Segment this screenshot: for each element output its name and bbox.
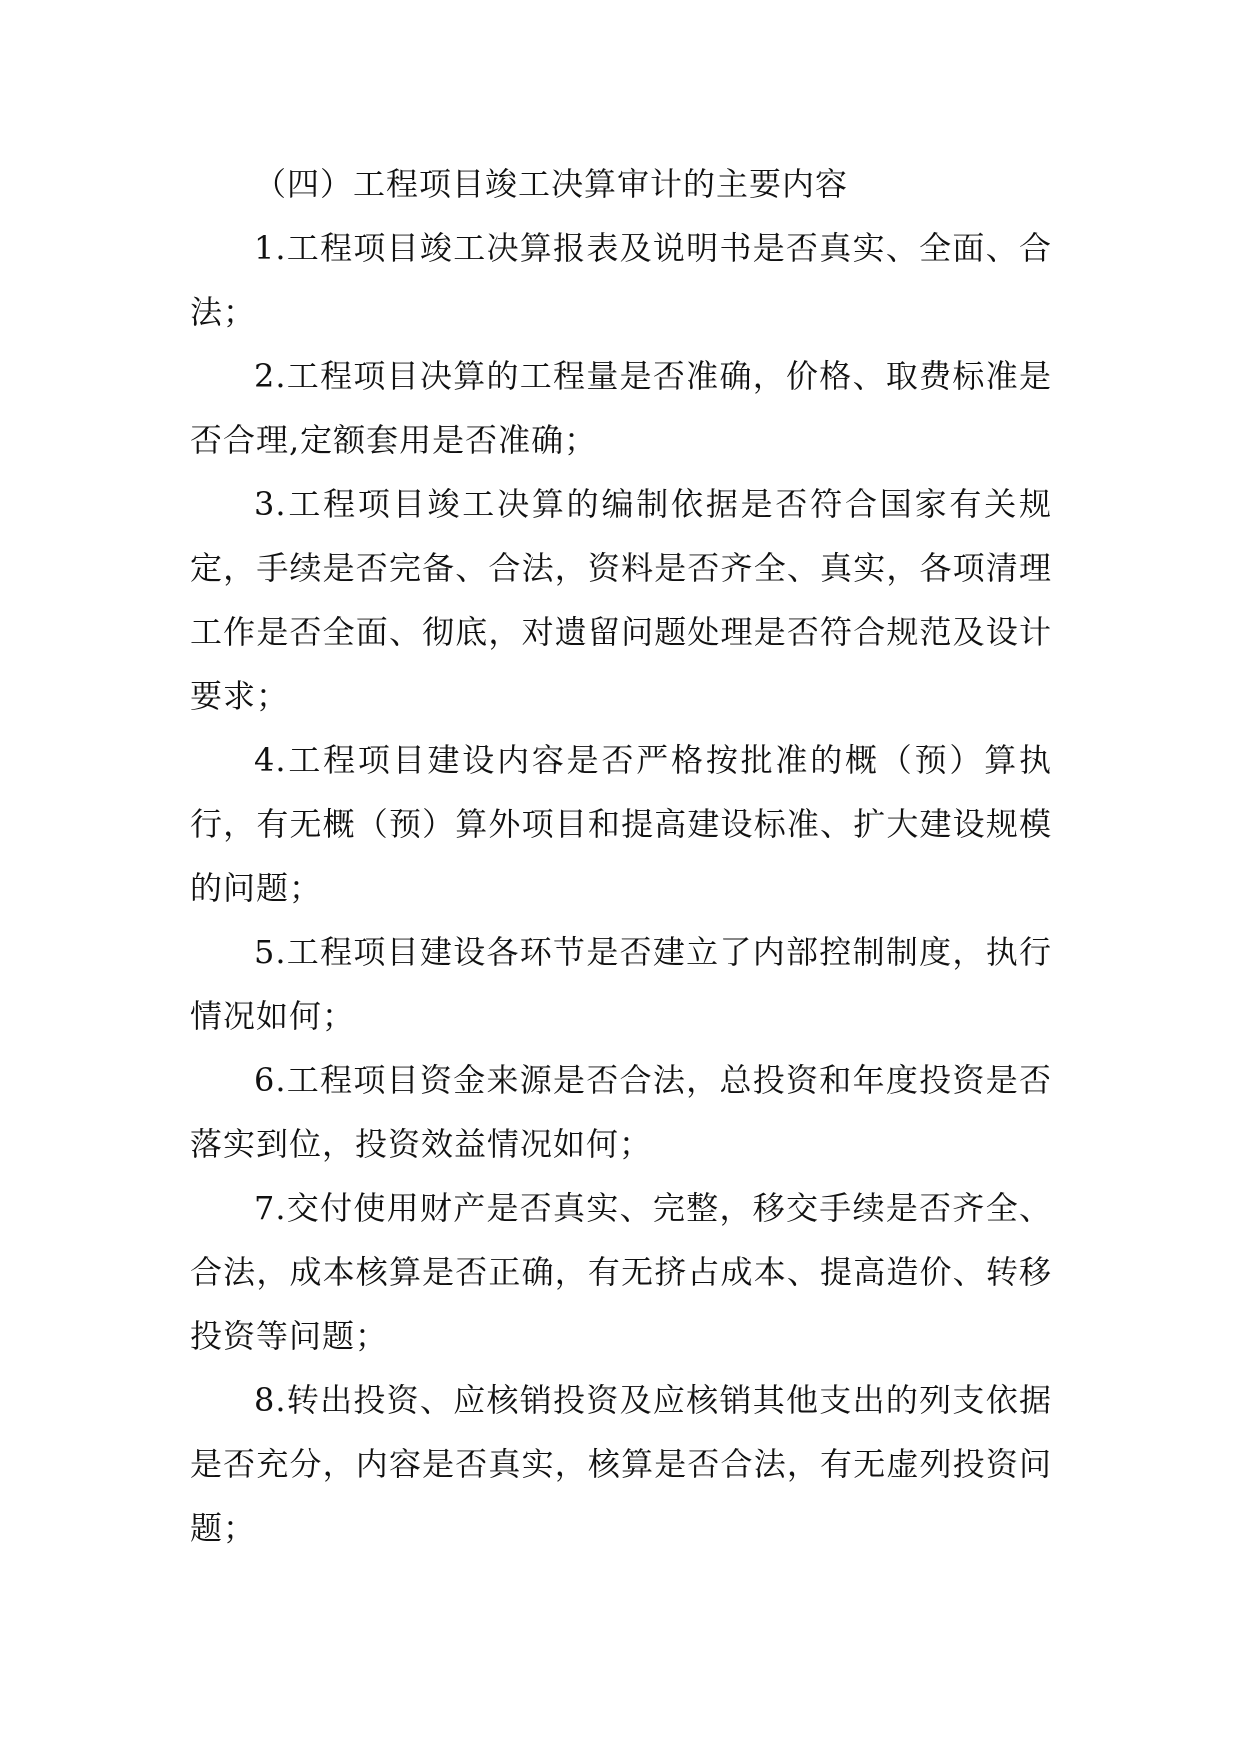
list-item-7: 7.交付使用财产是否真实、完整，移交手续是否齐全、合法，成本核算是否正确，有无挤占成本、提高造价、转移投资等问题； xyxy=(190,1189,1052,1355)
list-item-2: 2.工程项目决算的工程量是否准确，价格、取费标准是否合理,定额套用是否准确； xyxy=(190,357,1052,459)
document-body xyxy=(190,152,1052,1560)
list-item-3: 3.工程项目竣工决算的编制依据是否符合国家有关规定，手续是否完备、合法，资料是否齐全、真实，各项清理工作是否全面、彻底，对遗留问题处理是否符合规范及设计要求； xyxy=(190,485,1052,715)
list-item-1: 1.工程项目竣工决算报表及说明书是否真实、全面、合法； xyxy=(190,229,1052,331)
list-item-6: 6.工程项目资金来源是否合法，总投资和年度投资是否落实到位，投资效益情况如何； xyxy=(190,1061,1052,1163)
list-item-5: 5.工程项目建设各环节是否建立了内部控制制度，执行情况如何； xyxy=(190,933,1052,1035)
list-item-8: 8.转出投资、应核销投资及应核销其他支出的列支依据是否充分，内容是否真实，核算是否合法，有无虚列投资问题； xyxy=(190,1381,1052,1547)
section-heading: （四）工程项目竣工决算审计的主要内容 xyxy=(254,165,849,203)
list-item-4: 4.工程项目建设内容是否严格按批准的概（预）算执行，有无概（预）算外项目和提高建设标准、扩大建设规模的问题； xyxy=(190,741,1052,907)
